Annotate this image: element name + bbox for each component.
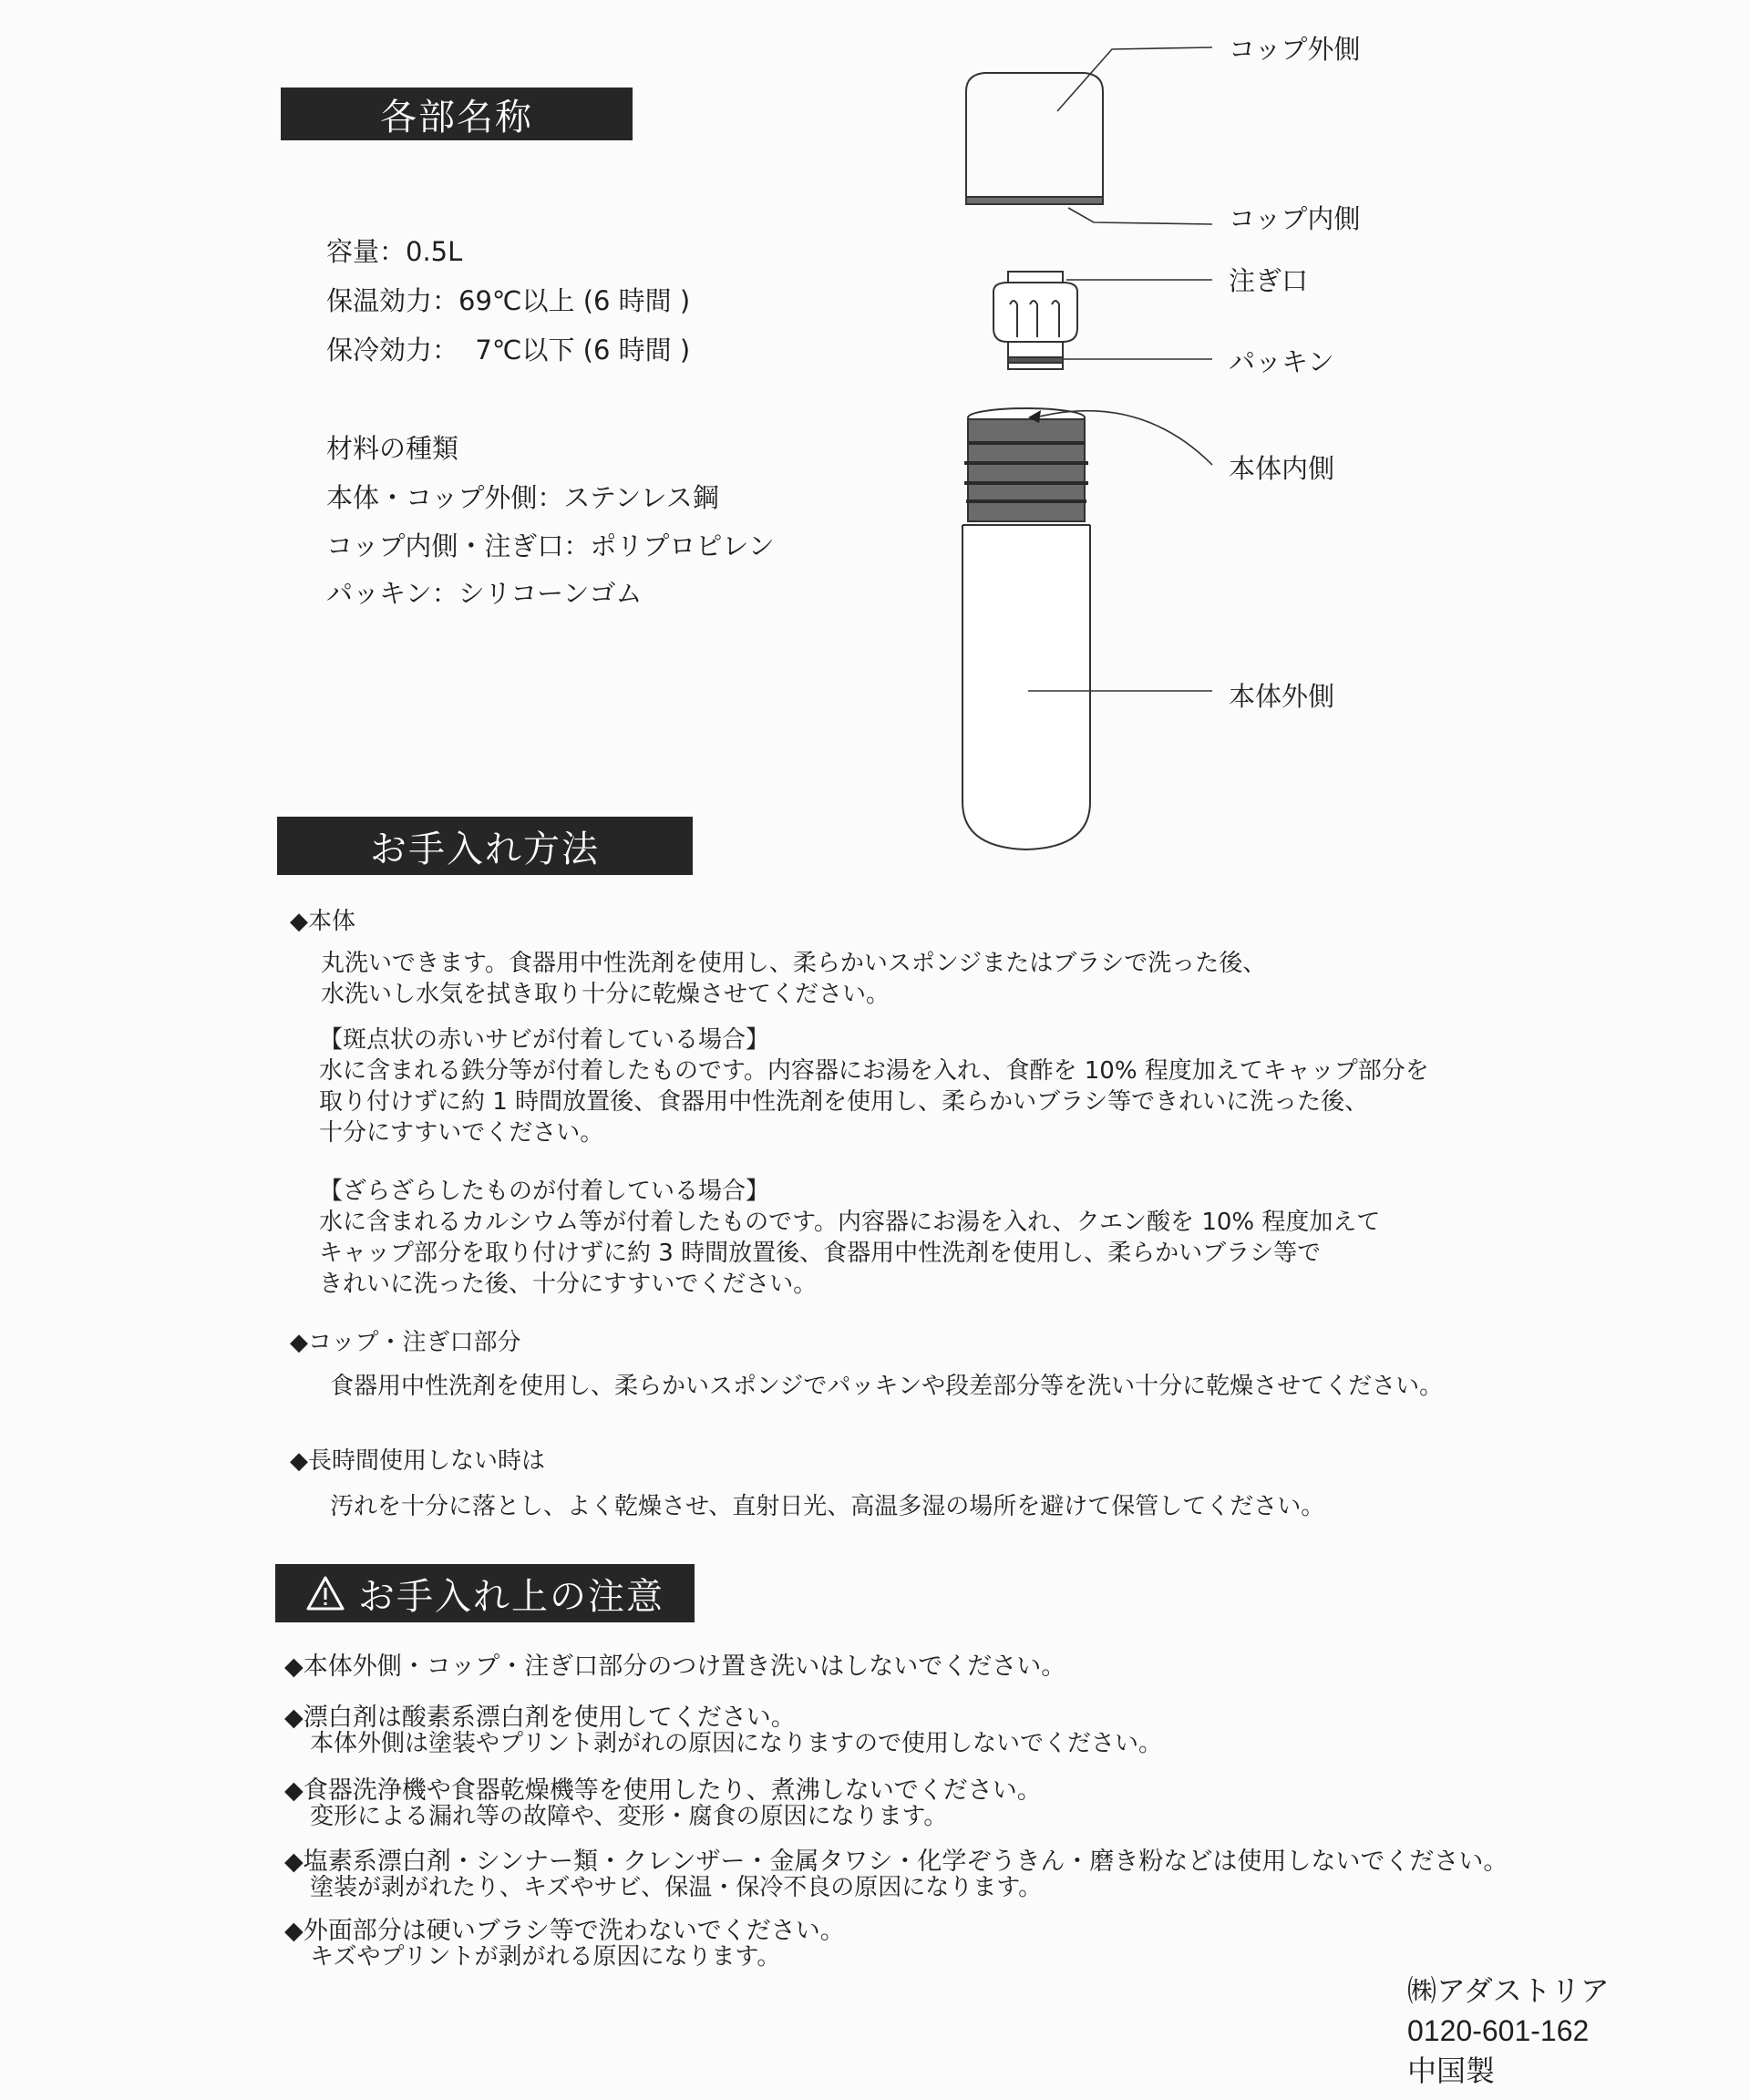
caution-item-heading: ◆食器洗浄機や食器乾燥機等を使用したり、煮沸しないでください。 bbox=[284, 1776, 1042, 1805]
care-rough-line: きれいに洗った後、十分にすすいでください。 bbox=[319, 1271, 818, 1298]
section-title-parts: 各部名称 bbox=[380, 96, 533, 139]
section-header-care bbox=[277, 817, 693, 875]
care-storage-heading: ◆長時間使用しない時は bbox=[290, 1447, 545, 1475]
caution-item-sub: 変形による漏れ等の故障や、変形・腐食の原因になります。 bbox=[310, 1803, 948, 1830]
care-cup-text: 食器用中性洗剤を使用し、柔らかいスポンジでパッキンや段差部分等を洗い十分に乾燥させてください。 bbox=[330, 1373, 1444, 1400]
label-body-inner: 本体内側 bbox=[1229, 453, 1335, 484]
cup-outer-shape bbox=[966, 73, 1103, 199]
body-outer-shape bbox=[962, 525, 1090, 849]
care-rough-line: 水に含まれるカルシウム等が付着したものです。内容器にお湯を入れ、クエン酸を 10% 程度加えて bbox=[319, 1209, 1381, 1236]
section-title-caution: お手入れ上の注意 bbox=[358, 1575, 664, 1618]
care-rust-block bbox=[319, 1024, 1429, 1148]
label-packing: パッキン bbox=[1229, 346, 1334, 377]
spout-body bbox=[993, 283, 1077, 342]
care-rust-line: 取り付けずに約 1 時間放置後、食器用中性洗剤を使用し、柔らかいブラシ等できれいに洗った後、 bbox=[319, 1088, 1369, 1116]
care-rust-line: 十分にすすいでください。 bbox=[319, 1119, 604, 1147]
care-rust-line: 水に含まれる鉄分等が付着したものです。内容器にお湯を入れ、食酢を 10% 程度加えてキャップ部分を bbox=[319, 1057, 1429, 1085]
caution-item-heading: ◆外面部分は硬いブラシ等で洗わないでください。 bbox=[284, 1917, 845, 1945]
care-body-heading: ◆本体 bbox=[290, 908, 355, 935]
care-cup-heading: ◆コップ・注ぎ口部分 bbox=[290, 1329, 521, 1356]
section-header-caution bbox=[275, 1564, 695, 1622]
spec-heat-retention: 保温効力：69℃以上 (6 時間 ) bbox=[326, 285, 691, 316]
spec-capacity: 容量：0.5L bbox=[326, 236, 463, 267]
caution-item-sub: 本体外側は塗装やプリント剥がれの原因になりますので使用しないでください。 bbox=[310, 1730, 1162, 1757]
care-storage-text: 汚れを十分に落とし、よく乾燥させ、直射日光、高温多湿の場所を避けて保管してください。 bbox=[330, 1493, 1325, 1520]
section-header-parts bbox=[281, 88, 633, 140]
warning-icon bbox=[305, 1575, 345, 1611]
material-line: 本体・コップ外側：ステンレス鋼 bbox=[326, 482, 719, 513]
care-rough-block bbox=[319, 1176, 1380, 1300]
label-cup-outer: コップ外側 bbox=[1229, 34, 1361, 65]
caution-item-heading: ◆漂白剤は酸素系漂白剤を使用してください。 bbox=[284, 1704, 796, 1732]
caution-item-heading: ◆塩素系漂白剤・シンナー類・クレンザー・金属タワシ・化学ぞうきん・磨き粉などは使用しないでください。 bbox=[284, 1848, 1508, 1876]
bottle-diagram bbox=[930, 27, 1404, 866]
caution-item-sub: キズやプリントが剥がれる原因になります。 bbox=[310, 1943, 781, 1971]
care-body-line: 丸洗いできます。食器用中性洗剤を使用し、柔らかいスポンジまたはブラシで洗った後、 bbox=[321, 950, 1267, 977]
materials-title: 材料の種類 bbox=[326, 433, 459, 464]
label-cup-inner: コップ内側 bbox=[1229, 203, 1361, 234]
section-title-care: お手入れ方法 bbox=[370, 828, 600, 870]
care-body-line: 水洗いし水気を拭き取り十分に乾燥させてください。 bbox=[321, 981, 890, 1008]
material-line: コップ内側・注ぎ口：ポリプロピレン bbox=[326, 530, 775, 561]
label-body-outer: 本体外側 bbox=[1229, 681, 1335, 712]
footer-info bbox=[1407, 1971, 1610, 2091]
body-neck bbox=[968, 419, 1085, 521]
care-body-text bbox=[321, 948, 1266, 1010]
material-line: パッキン：シリコーンゴム bbox=[326, 578, 643, 609]
caution-item-heading: ◆本体外側・コップ・注ぎ口部分のつけ置き洗いはしないでください。 bbox=[284, 1652, 1066, 1681]
packing-shape bbox=[1008, 342, 1063, 369]
care-rough-heading: 【ざらざらしたものが付着している場合】 bbox=[319, 1178, 770, 1205]
care-rough-line: キャップ部分を取り付けずに約 3 時間放置後、食器用中性洗剤を使用し、柔らかいブラシ等で bbox=[319, 1240, 1322, 1267]
label-spout: 注ぎ口 bbox=[1229, 265, 1309, 296]
cup-inner-rim bbox=[966, 197, 1103, 204]
footer-origin: 中国製 bbox=[1407, 2054, 1496, 2087]
footer-company: ㈱アダストリア bbox=[1407, 1974, 1610, 2007]
spec-cold-retention: 保冷効力： 7℃以下 (6 時間 ) bbox=[326, 335, 691, 365]
care-rust-heading: 【斑点状の赤いサビが付着している場合】 bbox=[319, 1026, 770, 1054]
footer-phone: 0120-601-162 bbox=[1407, 2014, 1590, 2047]
caution-item-sub: 塗装が剥がれたり、キズやサビ、保温・保冷不良の原因になります。 bbox=[310, 1874, 1043, 1901]
